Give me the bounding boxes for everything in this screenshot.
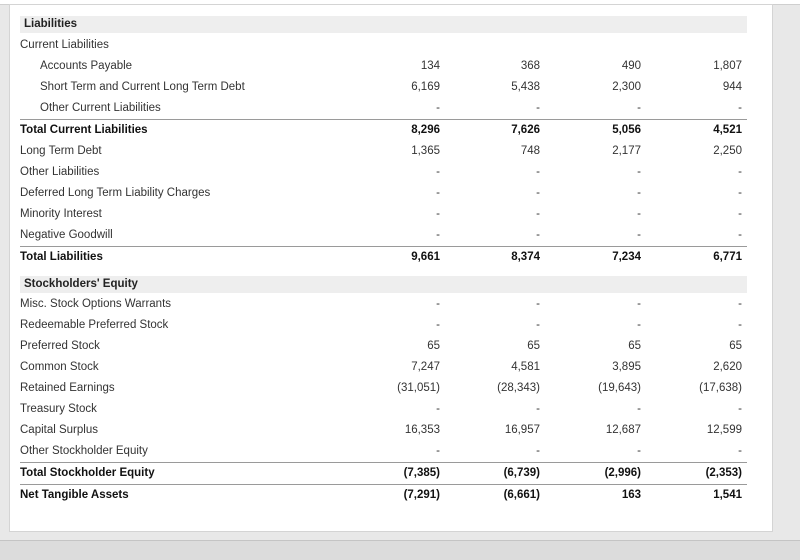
- table-row: [20, 204, 747, 225]
- table-row: [20, 357, 747, 378]
- cell-value: -: [637, 229, 641, 241]
- cell-value: (28,343): [497, 382, 540, 394]
- cell-value: -: [637, 298, 641, 310]
- cell-value: -: [637, 319, 641, 331]
- cell-value: 4,581: [511, 361, 540, 373]
- cell-value: -: [738, 403, 742, 415]
- cell-value: 7,626: [511, 124, 540, 136]
- table-row: [20, 56, 747, 77]
- cell-value: -: [536, 445, 540, 457]
- cell-value: 2,177: [612, 145, 641, 157]
- cell-value: -: [738, 166, 742, 178]
- cell-value: -: [536, 166, 540, 178]
- table-row: [20, 399, 747, 420]
- table-row: [20, 441, 747, 462]
- cell-value: 65: [527, 340, 540, 352]
- cell-value: 12,599: [706, 424, 742, 436]
- row-label: Treasury Stock: [20, 403, 97, 415]
- row-label: Preferred Stock: [20, 340, 100, 352]
- cell-value: -: [436, 229, 440, 241]
- cell-value: 8,296: [411, 124, 440, 136]
- row-label: Current Liabilities: [20, 39, 109, 51]
- cell-value: -: [536, 229, 540, 241]
- window-bottom-bar: [0, 540, 800, 560]
- cell-value: 1,365: [411, 145, 440, 157]
- cell-value: 490: [621, 60, 641, 72]
- cell-value: 65: [628, 340, 641, 352]
- cell-value: -: [738, 445, 742, 457]
- cell-value: 2,250: [713, 145, 742, 157]
- cell-value: -: [637, 208, 641, 220]
- cell-value: (6,661): [503, 489, 540, 501]
- row-label: Net Tangible Assets: [20, 489, 129, 501]
- table-row: [20, 378, 747, 399]
- cell-value: (6,739): [503, 467, 540, 479]
- cell-value: -: [436, 102, 440, 114]
- cell-value: 2,300: [612, 81, 641, 93]
- cell-value: -: [536, 208, 540, 220]
- cell-value: -: [738, 319, 742, 331]
- cell-value: -: [738, 298, 742, 310]
- table-row: [20, 141, 747, 162]
- cell-value: 2,620: [713, 361, 742, 373]
- total-row: [20, 246, 747, 268]
- cell-value: -: [637, 187, 641, 199]
- row-label: Long Term Debt: [20, 145, 102, 157]
- total-row: [20, 119, 747, 141]
- cell-value: 3,895: [612, 361, 641, 373]
- cell-value: 6,771: [713, 251, 742, 263]
- section-title: Liabilities: [24, 18, 78, 30]
- total-row: [20, 484, 747, 506]
- cell-value: -: [436, 445, 440, 457]
- cell-value: 8,374: [511, 251, 540, 263]
- cell-value: -: [637, 445, 641, 457]
- cell-value: (31,051): [397, 382, 440, 394]
- cell-value: -: [738, 208, 742, 220]
- table-row: [20, 294, 747, 315]
- cell-value: (2,353): [705, 467, 742, 479]
- cell-value: 65: [427, 340, 440, 352]
- table-row: [20, 77, 747, 98]
- cell-value: 748: [520, 145, 540, 157]
- cell-value: 5,438: [511, 81, 540, 93]
- cell-value: (7,291): [403, 489, 440, 501]
- cell-value: -: [536, 319, 540, 331]
- row-label: Misc. Stock Options Warrants: [20, 298, 172, 310]
- cell-value: -: [436, 298, 440, 310]
- cell-value: 163: [621, 489, 641, 501]
- cell-value: -: [738, 187, 742, 199]
- cell-value: 65: [729, 340, 742, 352]
- cell-value: 134: [420, 60, 440, 72]
- cell-value: -: [436, 208, 440, 220]
- table-row: [20, 225, 747, 246]
- row-label: Negative Goodwill: [20, 229, 113, 241]
- cell-value: 9,661: [411, 251, 440, 263]
- balance-sheet-panel: [9, 4, 773, 532]
- row-label: Total Current Liabilities: [20, 124, 148, 136]
- cell-value: 1,807: [713, 60, 742, 72]
- cell-value: -: [738, 229, 742, 241]
- cell-value: 7,247: [411, 361, 440, 373]
- row-label: Common Stock: [20, 361, 99, 373]
- row-label: Retained Earnings: [20, 382, 115, 394]
- subheader-current-liabilities: [20, 35, 747, 56]
- cell-value: 944: [722, 81, 742, 93]
- cell-value: (2,996): [604, 467, 641, 479]
- section-header-equity: [20, 276, 747, 293]
- cell-value: 5,056: [612, 124, 641, 136]
- cell-value: 16,353: [404, 424, 440, 436]
- cell-value: -: [436, 319, 440, 331]
- cell-value: -: [536, 102, 540, 114]
- cell-value: 7,234: [612, 251, 641, 263]
- total-row: [20, 462, 747, 484]
- cell-value: (19,643): [598, 382, 641, 394]
- section-header-liabilities: [20, 16, 747, 33]
- cell-value: 368: [520, 60, 540, 72]
- cell-value: -: [738, 102, 742, 114]
- cell-value: 1,541: [713, 489, 742, 501]
- cell-value: -: [536, 298, 540, 310]
- cell-value: -: [637, 403, 641, 415]
- cell-value: (7,385): [403, 467, 440, 479]
- cell-value: -: [436, 187, 440, 199]
- cell-value: 16,957: [504, 424, 540, 436]
- cell-value: 6,169: [411, 81, 440, 93]
- row-label: Redeemable Preferred Stock: [20, 319, 169, 331]
- table-row: [20, 336, 747, 357]
- row-label: Other Current Liabilities: [40, 102, 161, 114]
- row-label: Capital Surplus: [20, 424, 98, 436]
- cell-value: -: [536, 403, 540, 415]
- section-title: Stockholders' Equity: [24, 278, 138, 290]
- row-label: Total Liabilities: [20, 251, 103, 263]
- cell-value: -: [637, 166, 641, 178]
- cell-value: 12,687: [605, 424, 641, 436]
- cell-value: (17,638): [699, 382, 742, 394]
- table-row: [20, 162, 747, 183]
- cell-value: -: [536, 187, 540, 199]
- row-label: Other Stockholder Equity: [20, 445, 148, 457]
- table-row: [20, 183, 747, 204]
- table-row: [20, 98, 747, 119]
- row-label: Other Liabilities: [20, 166, 100, 178]
- cell-value: -: [436, 166, 440, 178]
- cell-value: 4,521: [713, 124, 742, 136]
- row-label: Accounts Payable: [40, 60, 133, 72]
- row-label: Short Term and Current Long Term Debt: [40, 81, 245, 93]
- row-label: Minority Interest: [20, 208, 102, 220]
- row-label: Deferred Long Term Liability Charges: [20, 187, 211, 199]
- row-label: Total Stockholder Equity: [20, 467, 155, 479]
- cell-value: -: [637, 102, 641, 114]
- table-row: [20, 315, 747, 336]
- cell-value: -: [436, 403, 440, 415]
- table-row: [20, 420, 747, 441]
